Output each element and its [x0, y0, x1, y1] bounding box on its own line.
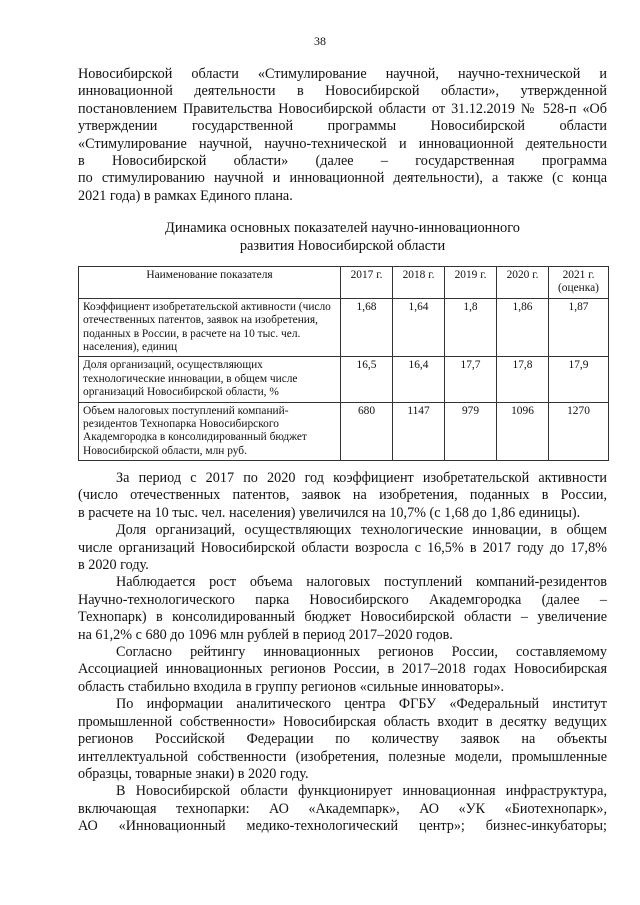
text-line: (число отечественных патентов, заявок на изобретения, поданных в России, — [78, 487, 607, 504]
table-caption-line: Динамика основных показателей научно-инновационного — [165, 220, 520, 236]
indicator-value: 1,86 — [497, 298, 549, 357]
text-line: утверждении государственной программы Новосибирской области — [78, 118, 607, 135]
text-line: Наблюдается рост объема налоговых поступлений компаний-резидентов — [116, 574, 607, 591]
text-line: инновационной деятельности в Новосибирской области», утвержденной — [78, 83, 607, 100]
text-line: Научно-технологического парка Новосибирского Академгородка (далее – — [78, 591, 607, 608]
indicator-value: 17,9 — [549, 357, 609, 402]
indicator-value: 979 — [445, 402, 497, 461]
text-line: включающая технопарки: АО «Академпарк», АО «УК «Биотехнопарк», — [78, 800, 607, 817]
indicator-value: 16,5 — [341, 357, 393, 402]
text-line: Технопарк) в консолидированный бюджет Новосибирской области – увеличение — [78, 609, 607, 626]
text-line: По информации аналитического центра ФГБУ «Федеральный институт — [116, 696, 607, 713]
paragraph — [78, 470, 607, 522]
indicator-value: 680 — [341, 402, 393, 461]
header-year-2020: 2020 г. — [497, 267, 549, 299]
indicator-value: 1,8 — [445, 298, 497, 357]
paragraph — [78, 644, 607, 696]
text-line: по стимулированию научной и инновационной деятельности), а также (с конца — [78, 170, 607, 187]
paragraph — [78, 574, 607, 644]
table-header-row — [79, 267, 609, 299]
text-line: Ассоциацией инновационных регионов России, в 2017–2018 годах Новосибирская — [78, 661, 607, 678]
indicator-name: Объем налоговых поступлений компаний-резидентов Технопарка Новосибирского Академгородка в консолидированный бюджет Новосибирской области, млн руб. — [79, 402, 341, 461]
paragraph — [78, 522, 607, 574]
indicator-value: 17,8 — [497, 357, 549, 402]
text-line: В Новосибирской области функционирует инновационная инфраструктура, — [116, 783, 607, 800]
text-line: Новосибирской области «Стимулирование научной, научно-технической и — [78, 66, 607, 82]
text-line: постановлением Правительства Новосибирской области от 31.12.2019 № 528-п «Об — [78, 100, 607, 117]
table-caption — [78, 220, 607, 255]
header-year-2017: 2017 г. — [341, 267, 393, 299]
header-year-2018: 2018 г. — [393, 267, 445, 299]
indicator-value: 1,87 — [549, 298, 609, 357]
text-line: Согласно рейтингу инновационных регионов России, составляемому — [116, 644, 607, 661]
table-row — [79, 357, 609, 402]
body-text — [78, 470, 607, 836]
table-row — [79, 402, 609, 461]
page-number: 38 — [314, 34, 326, 48]
header-year-2021: 2021 г. (оценка) — [549, 267, 609, 299]
indicator-value: 1270 — [549, 402, 609, 461]
indicator-value: 1096 — [497, 402, 549, 461]
intro-paragraph — [78, 66, 607, 205]
indicator-name: Коэффициент изобретательской активности (число отечественных патентов, заявок на изобретения, поданных в России, в расчете на 10 тыс. чел. населения), единиц — [79, 298, 341, 357]
text-line: АО «Инновационный медико-технологический центр»; бизнес-инкубаторы; — [78, 818, 607, 835]
indicator-value: 16,4 — [393, 357, 445, 402]
text-line: на 61,2% с 680 до 1096 млн рублей в период 2017–2020 годов. — [78, 626, 453, 643]
paragraph — [78, 783, 607, 835]
indicator-value: 1,68 — [341, 298, 393, 357]
paragraph — [78, 696, 607, 783]
indicator-name: Доля организаций, осуществляющих технологические инновации, в общем числе организаций Новосибирской области, % — [79, 357, 341, 402]
indicator-value: 1,64 — [393, 298, 445, 357]
indicators-table — [78, 266, 609, 461]
text-line: «Стимулирование научной, научно-технической и инновационной деятельности — [78, 135, 607, 152]
header-indicator-name: Наименование показателя — [79, 267, 341, 299]
text-line: область стабильно входила в группу регионов «сильные инноваторы». — [78, 678, 504, 695]
indicator-value: 17,7 — [445, 357, 497, 402]
table-caption-line: развития Новосибирской области — [239, 237, 446, 254]
text-line: За период с 2017 по 2020 год коэффициент изобретательской активности — [116, 470, 607, 486]
text-line: 2021 года) в рамках Единого плана. — [78, 187, 293, 204]
text-line: регионов Российской Федерации по количеству заявок на объекты — [78, 731, 607, 748]
table-row — [79, 298, 609, 357]
text-line: промышленной собственности» Новосибирская область входит в десятку ведущих — [78, 713, 607, 730]
text-line: Доля организаций, осуществляющих технологические инновации, в общем — [116, 522, 607, 539]
header-year-2019: 2019 г. — [445, 267, 497, 299]
text-line: интеллектуальной собственности (изобретения, полезные модели, промышленные — [78, 748, 607, 765]
text-line: образцы, товарные знаки) в 2020 году. — [78, 765, 309, 782]
text-line: числе организаций Новосибирской области возросла с 16,5% в 2017 году до 17,8% — [78, 539, 607, 556]
text-line: в 2020 году. — [78, 557, 149, 574]
text-line: в расчете на 10 тыс. чел. населения) увеличился на 10,7% (с 1,68 до 1,86 единицы). — [78, 504, 581, 521]
indicator-value: 1147 — [393, 402, 445, 461]
text-line: в Новосибирской области» (далее – государственная программа — [78, 153, 607, 170]
